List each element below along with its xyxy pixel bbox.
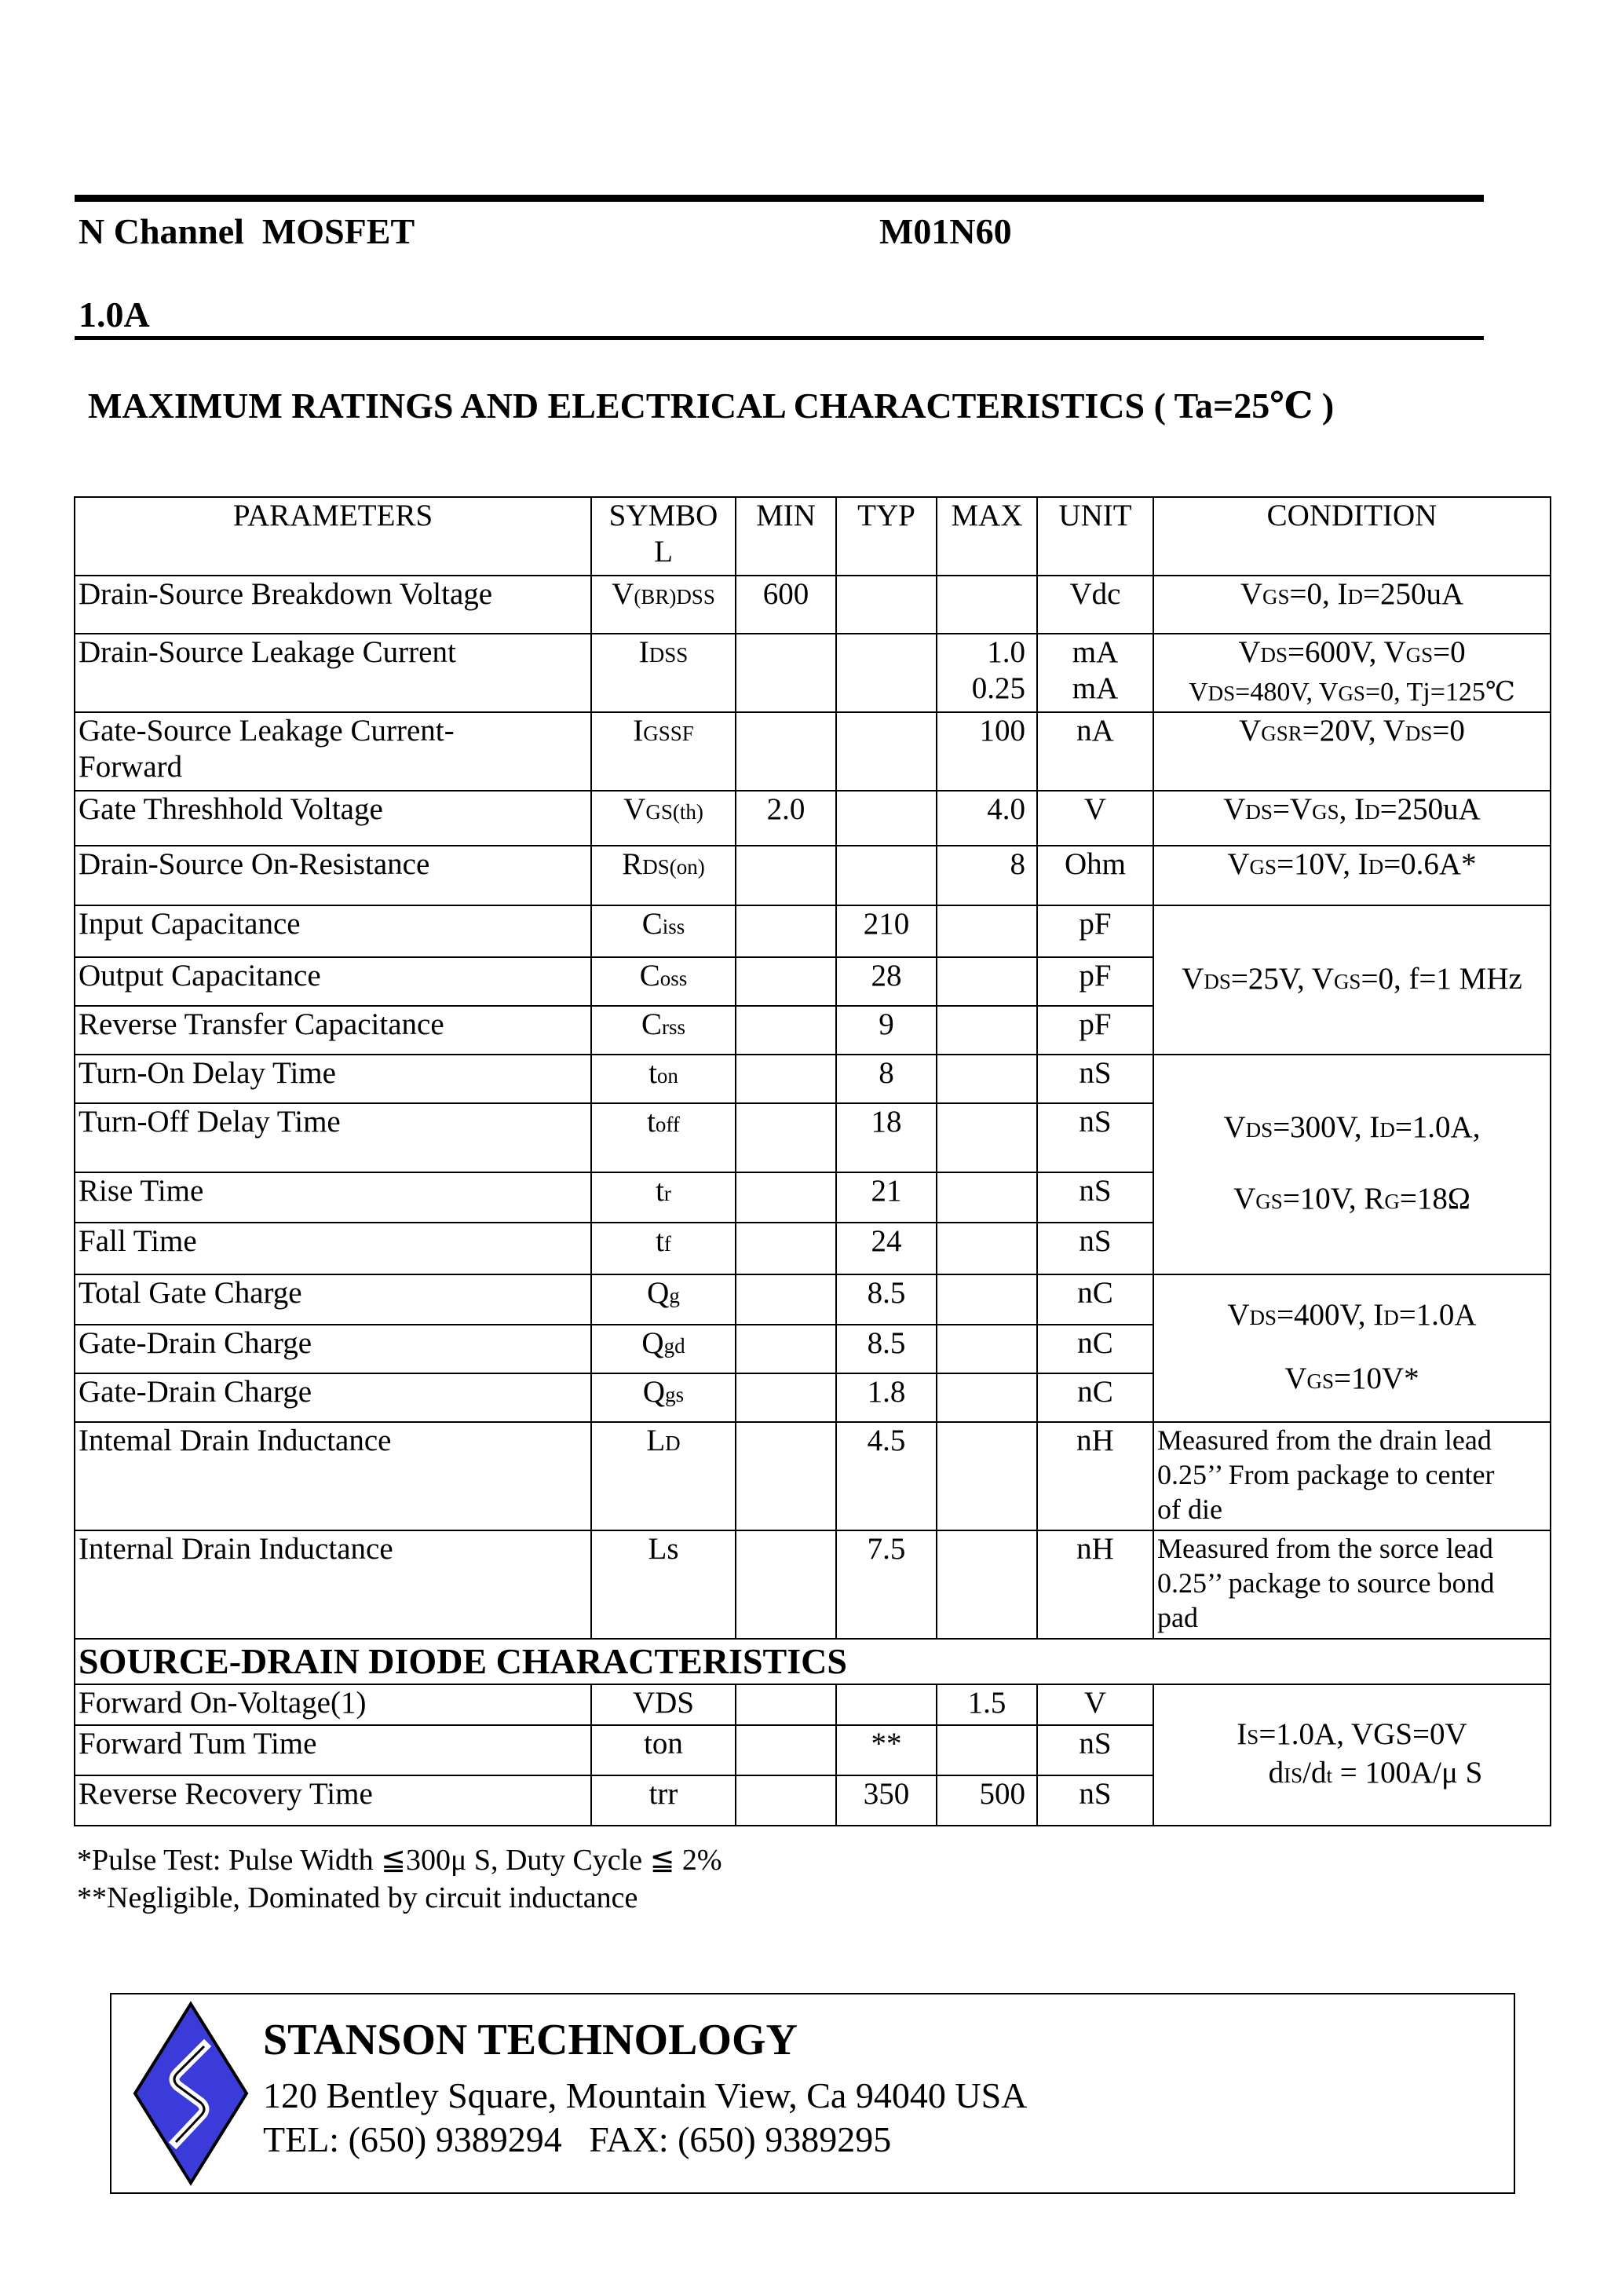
table-row: [75, 846, 1551, 905]
table-row: [75, 1530, 1551, 1639]
min-cell: [736, 1223, 836, 1274]
symbol-cell: V(BR)DSS: [591, 576, 736, 634]
condition-cell: VGSR=20V, VDS=0: [1153, 712, 1551, 791]
min-cell: [736, 1055, 836, 1103]
param-cell: Reverse Transfer Capacitance: [75, 1006, 591, 1055]
condition-cell: VDS=600V, VGS=0 VDS=480V, VGS=0, Tj=125℃: [1153, 634, 1551, 712]
param-cell: Intemal Drain Inductance: [75, 1422, 591, 1530]
max-cell: [937, 1373, 1037, 1422]
diode-section-row: [75, 1639, 1551, 1684]
max-cell: [937, 957, 1037, 1006]
min-cell: 600: [736, 576, 836, 634]
unit-cell: nC: [1037, 1325, 1153, 1373]
symbol-cell: Qgd: [591, 1325, 736, 1373]
typ-cell: 18: [836, 1103, 937, 1172]
bottom-rule: [75, 336, 1484, 340]
symbol-cell: IGSSF: [591, 712, 736, 791]
typ-cell: [836, 1684, 937, 1725]
table-row: [75, 1055, 1551, 1103]
symbol-cell: LD: [591, 1422, 736, 1530]
max-cell: 4.0: [937, 791, 1037, 846]
min-cell: [736, 1775, 836, 1826]
diode-section-title: SOURCE-DRAIN DIODE CHARACTERISTICS: [75, 1639, 1551, 1684]
symbol-cell: toff: [591, 1103, 736, 1172]
typ-cell: 9: [836, 1006, 937, 1055]
table-row: [75, 576, 1551, 634]
table-row: [75, 712, 1551, 791]
param-cell: Fall Time: [75, 1223, 591, 1274]
diode-condition: IS=1.0A, VGS=0V dIS/dt = 100A/μ S: [1153, 1684, 1551, 1826]
typ-cell: 8: [836, 1055, 937, 1103]
table-header-row: [75, 497, 1551, 576]
param-cell: Gate-Drain Charge: [75, 1325, 591, 1373]
max-cell: [937, 1172, 1037, 1223]
page-title: MAXIMUM RATINGS AND ELECTRICAL CHARACTERISTICS ( Ta=25℃ ): [88, 386, 1335, 426]
symbol-cell: Crss: [591, 1006, 736, 1055]
typ-cell: 1.8: [836, 1373, 937, 1422]
min-cell: [736, 846, 836, 905]
unit-cell: V: [1037, 1684, 1153, 1725]
symbol-cell: VDS: [591, 1684, 736, 1725]
symbol-cell: ton: [591, 1725, 736, 1775]
table-row: [75, 791, 1551, 846]
symbol-cell: VGS(th): [591, 791, 736, 846]
footnote-pulse-test: *Pulse Test: Pulse Width ≦300μ S, Duty Cycle ≦ 2%: [77, 1844, 722, 1877]
min-cell: [736, 1684, 836, 1725]
unit-cell: nS: [1037, 1725, 1153, 1775]
min-cell: 2.0: [736, 791, 836, 846]
param-cell: Turn-On Delay Time: [75, 1055, 591, 1103]
unit-cell: nH: [1037, 1530, 1153, 1639]
min-cell: [736, 1373, 836, 1422]
min-cell: [736, 712, 836, 791]
condition-cell: Measured from the sorce lead 0.25’’ package to source bond pad: [1153, 1530, 1551, 1639]
table-row: [75, 1274, 1551, 1325]
symbol-cell: Qg: [591, 1274, 736, 1325]
unit-cell: Vdc: [1037, 576, 1153, 634]
unit-cell: V: [1037, 791, 1153, 846]
max-cell: [937, 1725, 1037, 1775]
top-rule: [75, 195, 1484, 202]
stanson-logo-icon: [132, 2001, 250, 2186]
unit-cell: nC: [1037, 1274, 1153, 1325]
max-cell: [937, 1274, 1037, 1325]
symbol-cell: Ciss: [591, 905, 736, 957]
unit-cell: nS: [1037, 1172, 1153, 1223]
unit-cell: pF: [1037, 957, 1153, 1006]
param-cell: Gate-Drain Charge: [75, 1373, 591, 1422]
unit-cell: Ohm: [1037, 846, 1153, 905]
param-cell: Drain-Source On-Resistance: [75, 846, 591, 905]
symbol-cell: ton: [591, 1055, 736, 1103]
typ-cell: 28: [836, 957, 937, 1006]
capacitance-condition: VDS=25V, VGS=0, f=1 MHz: [1153, 905, 1551, 1055]
typ-cell: [836, 576, 937, 634]
typ-cell: 350: [836, 1775, 937, 1826]
max-cell: 8: [937, 846, 1037, 905]
part-number: M01N60: [879, 211, 1012, 251]
current-rating: 1.0A: [79, 294, 150, 335]
unit-cell: nS: [1037, 1223, 1153, 1274]
header-max: MAX: [937, 497, 1037, 576]
company-footer: [110, 1993, 1515, 2194]
min-cell: [736, 1274, 836, 1325]
max-cell: [937, 1422, 1037, 1530]
company-address: 120 Bentley Square, Mountain View, Ca 94040 USA: [263, 2075, 1028, 2115]
condition-cell: VGS=10V, ID=0.6A*: [1153, 846, 1551, 905]
min-cell: [736, 1172, 836, 1223]
param-cell: Gate-Source Leakage Current- Forward: [75, 712, 591, 791]
typ-cell: 210: [836, 905, 937, 957]
unit-cell: nS: [1037, 1775, 1153, 1826]
max-cell: [937, 1103, 1037, 1172]
unit-cell: mA mA: [1037, 634, 1153, 712]
symbol-cell: RDS(on): [591, 846, 736, 905]
min-cell: [736, 905, 836, 957]
param-cell: Forward On-Voltage(1): [75, 1684, 591, 1725]
min-cell: [736, 1103, 836, 1172]
typ-cell: 8.5: [836, 1274, 937, 1325]
typ-cell: [836, 712, 937, 791]
param-cell: Input Capacitance: [75, 905, 591, 957]
unit-cell: pF: [1037, 1006, 1153, 1055]
table-row: [75, 1684, 1551, 1725]
company-contact: TEL: (650) 9389294 FAX: (650) 9389295: [263, 2119, 892, 2159]
min-cell: [736, 1422, 836, 1530]
company-name: STANSON TECHNOLOGY: [263, 2016, 798, 2064]
gate-charge-condition: VDS=400V, ID=1.0A VGS=10V*: [1153, 1274, 1551, 1422]
param-cell: Drain-Source Leakage Current: [75, 634, 591, 712]
table-row: [75, 634, 1551, 712]
max-cell: 1.5: [937, 1684, 1037, 1725]
min-cell: [736, 1325, 836, 1373]
min-cell: [736, 1725, 836, 1775]
unit-cell: nS: [1037, 1055, 1153, 1103]
typ-cell: 24: [836, 1223, 937, 1274]
unit-cell: pF: [1037, 905, 1153, 957]
header-symbol: SYMBO L: [591, 497, 736, 576]
max-cell: [937, 1006, 1037, 1055]
typ-cell: [836, 791, 937, 846]
spec-table: [74, 496, 1551, 1826]
param-cell: Internal Drain Inductance: [75, 1530, 591, 1639]
param-cell: Reverse Recovery Time: [75, 1775, 591, 1826]
symbol-cell: Coss: [591, 957, 736, 1006]
max-cell: [937, 1055, 1037, 1103]
max-cell: 100: [937, 712, 1037, 791]
param-cell: Gate Threshhold Voltage: [75, 791, 591, 846]
param-cell: Rise Time: [75, 1172, 591, 1223]
unit-cell: nC: [1037, 1373, 1153, 1422]
param-cell: Forward Tum Time: [75, 1725, 591, 1775]
condition-cell: VGS=0, ID=250uA: [1153, 576, 1551, 634]
unit-cell: nH: [1037, 1422, 1153, 1530]
typ-cell: 4.5: [836, 1422, 937, 1530]
symbol-cell: tf: [591, 1223, 736, 1274]
max-cell: [937, 905, 1037, 957]
symbol-cell: Qgs: [591, 1373, 736, 1422]
max-cell: [937, 1530, 1037, 1639]
param-cell: Drain-Source Breakdown Voltage: [75, 576, 591, 634]
symbol-cell: IDSS: [591, 634, 736, 712]
typ-cell: [836, 634, 937, 712]
param-cell: Turn-Off Delay Time: [75, 1103, 591, 1172]
condition-cell: VDS=VGS, ID=250uA: [1153, 791, 1551, 846]
max-cell: [937, 1325, 1037, 1373]
typ-cell: 7.5: [836, 1530, 937, 1639]
param-cell: Total Gate Charge: [75, 1274, 591, 1325]
max-cell: [937, 1223, 1037, 1274]
unit-cell: nA: [1037, 712, 1153, 791]
footnote-negligible: **Negligible, Dominated by circuit inductance: [77, 1881, 638, 1914]
header-parameters: PARAMETERS: [75, 497, 591, 576]
symbol-cell: trr: [591, 1775, 736, 1826]
max-cell: 1.0 0.25: [937, 634, 1037, 712]
typ-cell: 8.5: [836, 1325, 937, 1373]
param-cell: Output Capacitance: [75, 957, 591, 1006]
unit-cell: nS: [1037, 1103, 1153, 1172]
header-unit: UNIT: [1037, 497, 1153, 576]
device-type: N Channel MOSFET: [79, 211, 415, 251]
header-min: MIN: [736, 497, 836, 576]
min-cell: [736, 1006, 836, 1055]
typ-cell: **: [836, 1725, 937, 1775]
max-cell: [937, 576, 1037, 634]
switching-condition: VDS=300V, ID=1.0A, VGS=10V, RG=18Ω: [1153, 1055, 1551, 1274]
symbol-cell: tr: [591, 1172, 736, 1223]
table-row: [75, 1422, 1551, 1530]
symbol-cell: Ls: [591, 1530, 736, 1639]
min-cell: [736, 634, 836, 712]
header-typ: TYP: [836, 497, 937, 576]
min-cell: [736, 1530, 836, 1639]
table-row: [75, 905, 1551, 957]
max-cell: 500: [937, 1775, 1037, 1826]
header-condition: CONDITION: [1153, 497, 1551, 576]
typ-cell: 21: [836, 1172, 937, 1223]
condition-cell: Measured from the drain lead 0.25’’ From package to center of die: [1153, 1422, 1551, 1530]
min-cell: [736, 957, 836, 1006]
typ-cell: [836, 846, 937, 905]
